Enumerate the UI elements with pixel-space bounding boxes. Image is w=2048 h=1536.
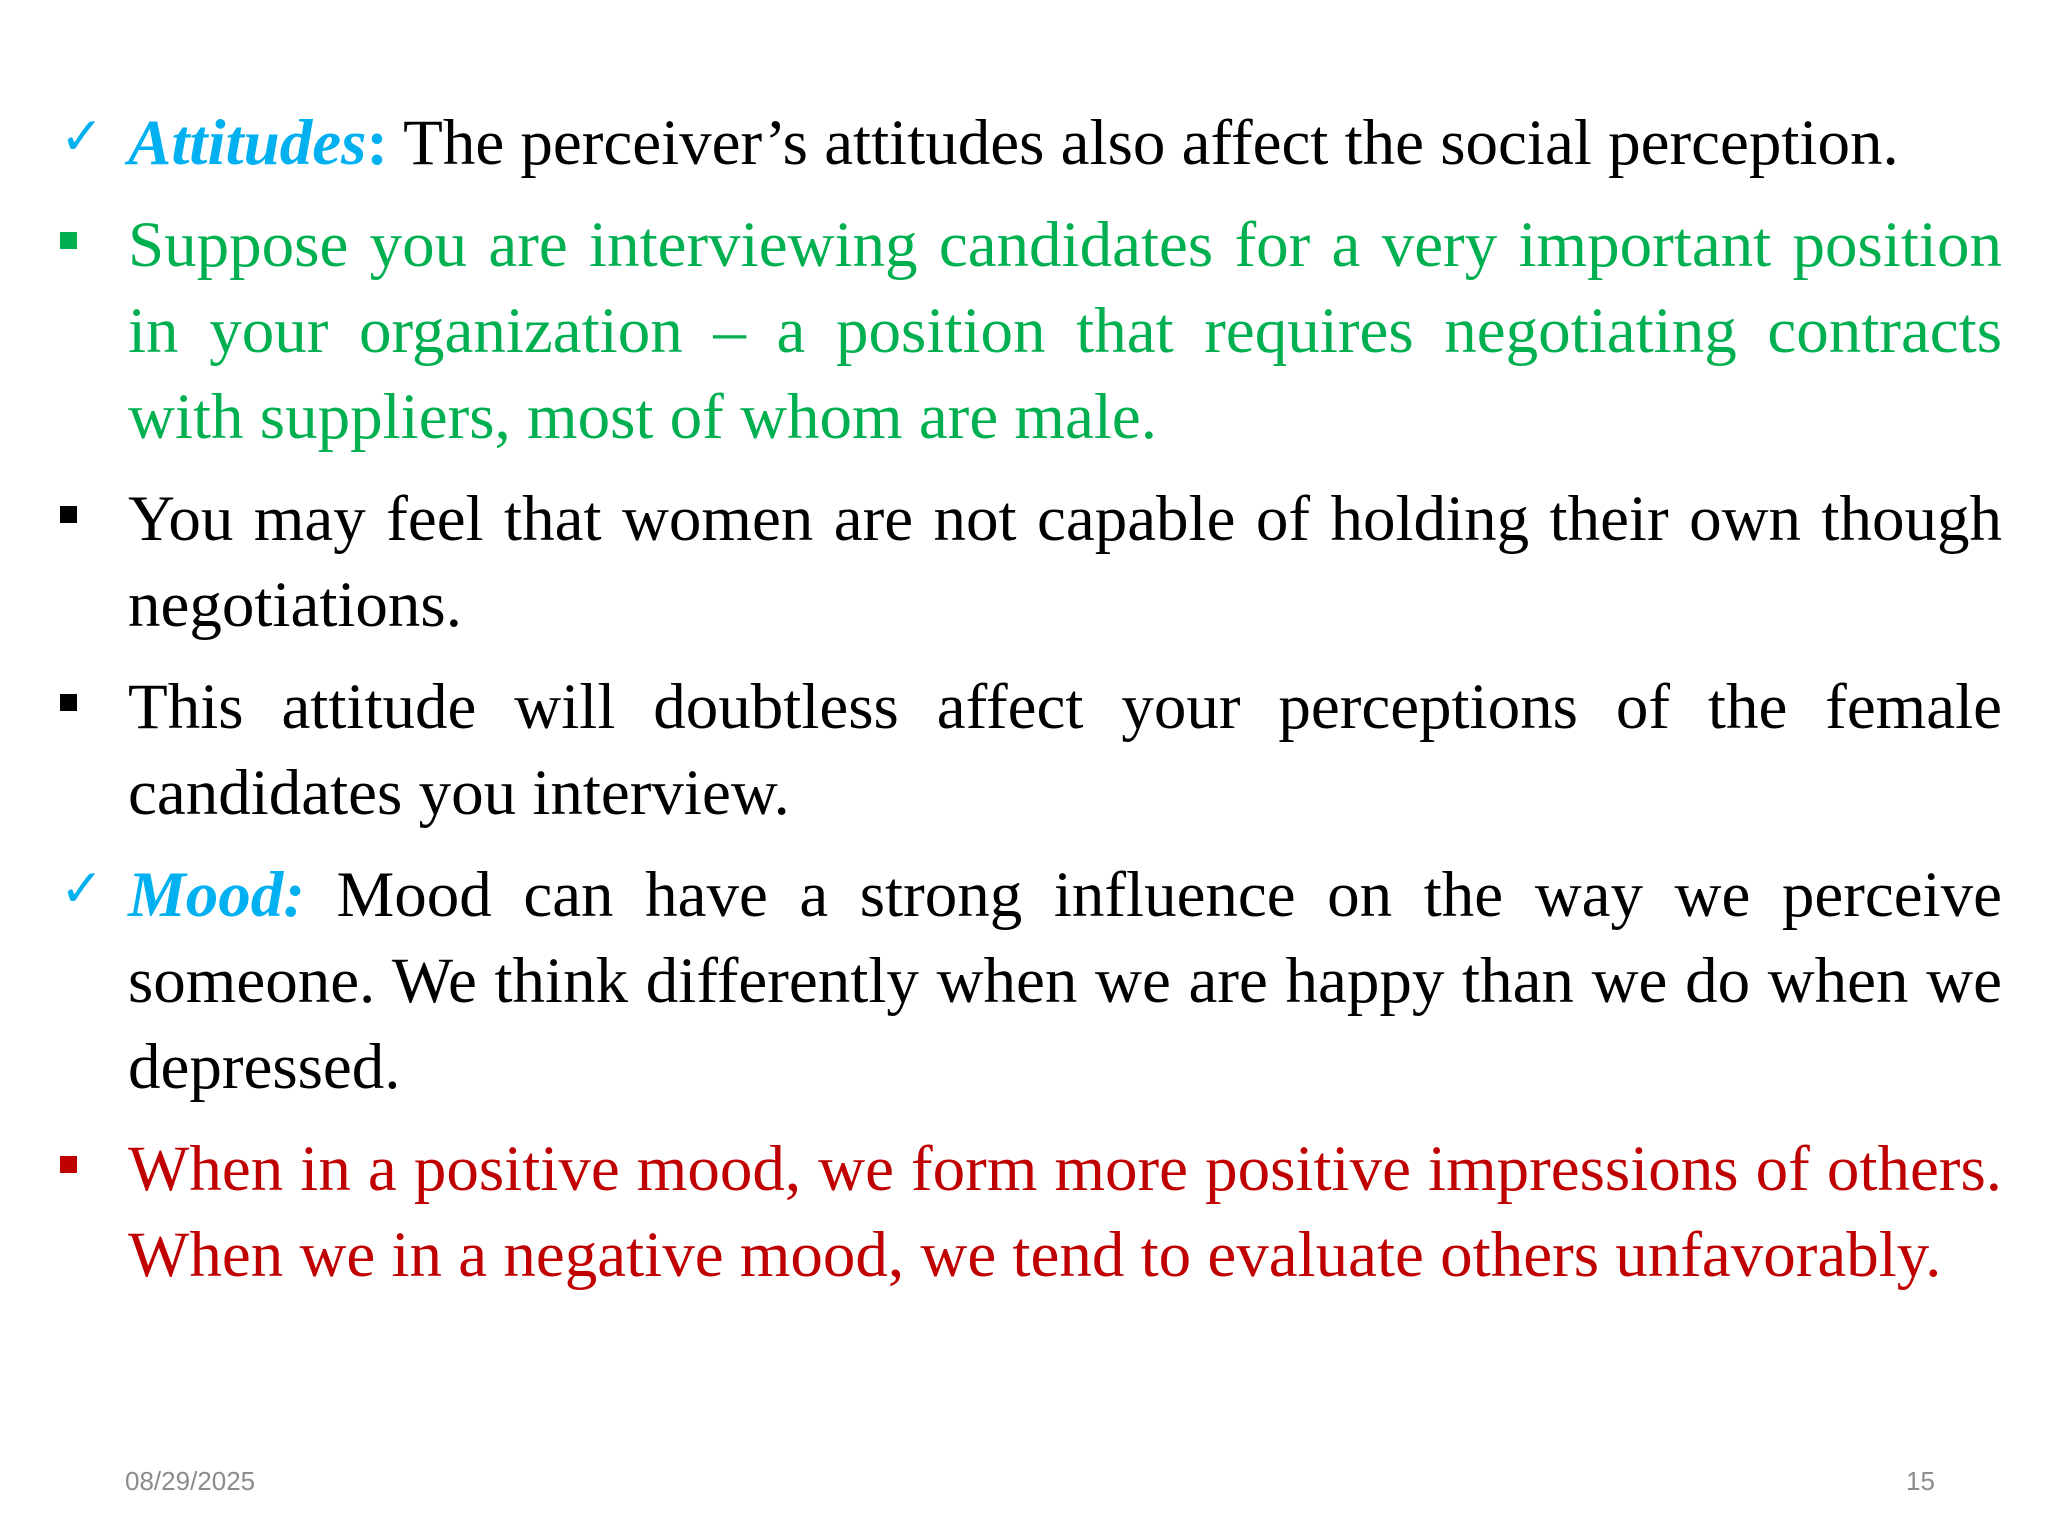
bullet-text: You may feel that women are not capable of holding their own though negotiations. [128, 483, 2002, 641]
bullet-text: Mood can have a strong influence on the way we perceive someone. We think differently when we are happy than we do when we depressed. [128, 859, 2002, 1103]
square-bullet-icon [60, 232, 77, 249]
square-bullet-icon [60, 1156, 77, 1173]
bullet-attitude-effect [60, 664, 2002, 836]
bullet-mood-effect [60, 1126, 2002, 1298]
term-mood: Mood: [128, 859, 305, 931]
bullet-attitudes [60, 100, 2002, 186]
bullet-text: Suppose you are interviewing candidates for a very important position in your organization – a position that requires negotiating contracts with suppliers, most of whom are male. [128, 209, 2002, 453]
bullet-mood [60, 852, 2002, 1110]
square-bullet-icon [60, 506, 77, 523]
bullet-interview-example [60, 202, 2002, 460]
bullet-women-negotiation [60, 476, 2002, 648]
checkmark-icon: ✓ [60, 859, 104, 919]
footer-date: 08/29/2025 [125, 1466, 256, 1496]
bullet-text: The perceiver’s attitudes also affect the social perception. [388, 107, 1899, 179]
page-number: 15 [1906, 1466, 1935, 1496]
bullet-text: When in a positive mood, we form more positive impressions of others. When we in a negative mood, we tend to evaluate others unfavorably. [128, 1133, 2002, 1291]
bullet-list [60, 100, 2002, 1314]
term-attitudes-colon: : [366, 107, 389, 179]
square-bullet-icon [60, 694, 77, 711]
checkmark-icon: ✓ [60, 107, 104, 167]
bullet-text: This attitude will doubtless affect your perceptions of the female candidates you interview. [128, 671, 2002, 829]
term-attitudes: Attitudes [128, 107, 367, 179]
